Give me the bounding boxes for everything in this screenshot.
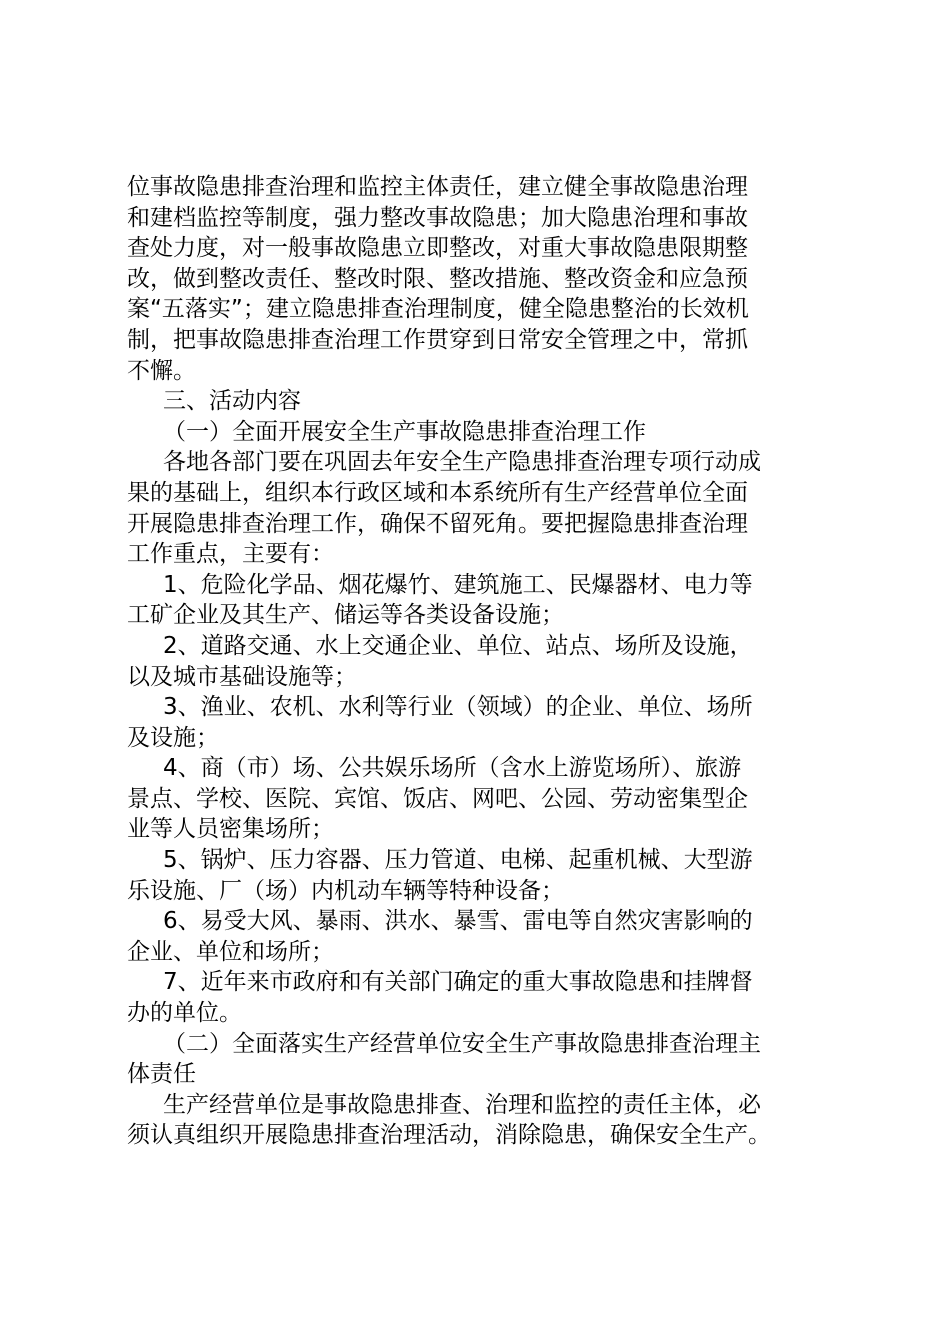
list-item: 6、易受大风、暴雨、洪水、暴雪、雷电等自然灾害影响的	[163, 908, 753, 935]
list-item-continuation: 乐设施、厂（场）内机动车辆等特种设备；	[127, 877, 564, 904]
paragraph-line: 须认真组织开展隐患排查治理活动，消除隐患，确保安全生产。	[127, 1122, 771, 1149]
subsection-heading: （二）全面落实生产经营单位安全生产事故隐患排查治理主	[163, 1030, 761, 1057]
list-item-continuation: 办的单位。	[127, 1000, 242, 1027]
paragraph-line: 案“五落实”；建立隐患排查治理制度，健全隐患整治的长效机	[127, 296, 749, 323]
list-item-continuation: 企业、单位和场所；	[127, 938, 334, 965]
paragraph-line: 和建档监控等制度，强力整改事故隐患；加大隐患治理和事故	[127, 204, 748, 231]
subsection-heading-continuation: 体责任	[127, 1061, 196, 1088]
section-heading: 三、活动内容	[163, 388, 301, 415]
paragraph-line: 不懈。	[127, 357, 196, 384]
subsection-heading: （一）全面开展安全生产事故隐患排查治理工作	[163, 418, 646, 445]
list-item-continuation: 景点、学校、医院、宾馆、饭店、网吧、公园、劳动密集型企	[127, 785, 748, 812]
list-item-continuation: 业等人员密集场所；	[127, 816, 334, 843]
list-item: 4、商（市）场、公共娱乐场所（含水上游览场所）、旅游	[163, 755, 742, 782]
paragraph-line: 改，做到整改责任、整改时限、整改措施、整改资金和应急预	[127, 265, 748, 292]
paragraph-line: 制，把事故隐患排查治理工作贯穿到日常安全管理之中，常抓	[127, 326, 748, 353]
list-item: 1、危险化学品、烟花爆竹、建筑施工、民爆器材、电力等	[163, 571, 753, 598]
paragraph-line: 生产经营单位是事故隐患排查、治理和监控的责任主体，必	[163, 1091, 761, 1118]
paragraph-line: 位事故隐患排查治理和监控主体责任，建立健全事故隐患治理	[127, 174, 748, 200]
list-item: 7、近年来市政府和有关部门确定的重大事故隐患和挂牌督	[163, 969, 753, 996]
document-body	[127, 172, 827, 1151]
list-item: 3、渔业、农机、水利等行业（领域）的企业、单位、场所	[163, 694, 753, 721]
paragraph-line: 果的基础上，组织本行政区域和本系统所有生产经营单位全面	[127, 479, 748, 506]
list-item-continuation: 及设施；	[127, 724, 219, 751]
list-item-continuation: 工矿企业及其生产、储运等各类设备设施；	[127, 602, 564, 629]
paragraph-line: 各地各部门要在巩固去年安全生产隐患排查治理专项行动成	[163, 449, 761, 476]
paragraph-line: 查处力度，对一般事故隐患立即整改，对重大事故隐患限期整	[127, 235, 748, 262]
list-item: 5、锅炉、压力容器、压力管道、电梯、起重机械、大型游	[163, 847, 753, 874]
list-item-continuation: 以及城市基础设施等；	[127, 663, 357, 690]
paragraph-line: 工作重点，主要有：	[127, 541, 334, 568]
list-item: 2、道路交通、水上交通企业、单位、站点、场所及设施，	[163, 632, 753, 659]
paragraph-line: 开展隐患排查治理工作，确保不留死角。要把握隐患排查治理	[127, 510, 748, 537]
